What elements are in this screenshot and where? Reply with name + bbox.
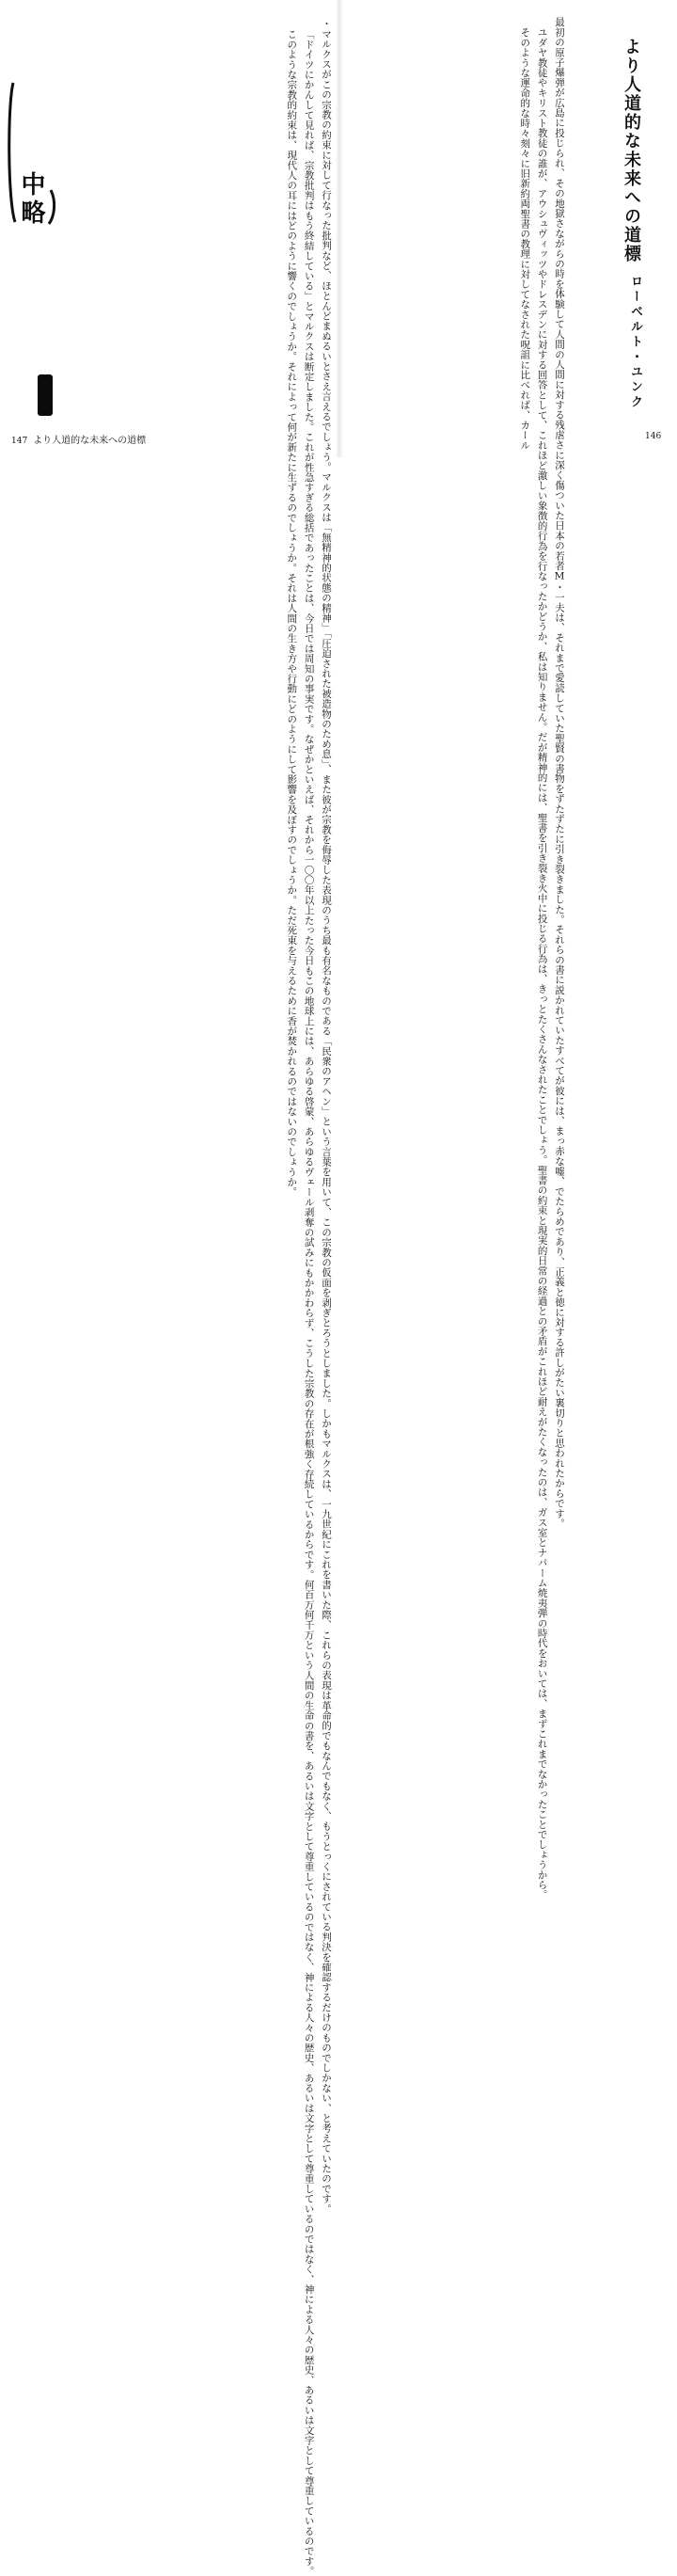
right-page-body — [387, 17, 568, 1900]
right-paragraph-1: 最初の原子爆弾が広島に投じられ、その地獄さながらの時を体験して人間の人間に対する残虐さに深く傷ついた日本の若者M・一夫は、それまで愛読していた聖賢の書物をずたずたに引き裂きました。それらの書に説かれていたすべてが彼には、まっ赤な嘘、でたらめであり、正義と徳に対する許しがたい裏切りと思われたからです。 — [554, 17, 565, 1529]
author-name: ローベルト・ユンク — [628, 275, 642, 410]
chapter-title: より人道的な未来への道標 — [622, 38, 641, 263]
left-paragraph-2: 「ドイツにかんして見れば、宗教批判はもう終結している」とマルクスは断定しました。これが性急すぎる総括であったことは、今日では周知の事実です。なぜかといえば、それから一〇〇年以上たった今日もこの地球上には、あらゆる啓蒙、あらゆるヴェール剥奪の試みにもかかわらず、こうした宗教の存在が根強く存続しているからです。何百万何千万という人間の生命の書を、あるいは文字として尊重しているのではなく、神による人々の歴史、あるいは文字として尊重しているのではなく、神による人々の歴史、あるいは文字として尊重しているのです。 — [303, 28, 315, 2576]
handwritten-note: 中略 — [17, 171, 45, 228]
left-paragraph-3: このような宗教的約束は、現代人の耳にはどのように響くのでしょうか。それによって何が新たに生ずるのでしょうか。それは人間の生き方や行動にどのようにして影響を及ぼすのでしょうか。ただ死東を与えるために香が焚かれるのではないのでしょうか。 — [286, 28, 298, 1197]
left-running-title: より人道的な未来への道標 — [33, 436, 147, 446]
right-paragraph-2: ユダヤ教徒やキリスト教徒の誰が、アウシュヴィッツやドレスデンに対する回答として、これほど激しい象徴的行為を行なったかどうか、私は知りません。だが精神的には、聖書を引き裂き火中に投じる行為は、きっとたくさんなされたことでしょう。聖書の約束と現実的日常の経過との矛盾がこれほど耐えがたくなったのは、ガス室とナパーム焼夷弾の時代をおいては、まずこれまでなかったことでしょうから。 — [536, 26, 548, 1900]
left-page-footer — [11, 432, 146, 446]
page-gutter — [336, 0, 343, 457]
handwritten-annotation — [4, 77, 60, 228]
left-paragraph-1: ・マルクスがこの宗教の約束に対して行なった批判など、ほとんどまぬるいとさえ言えるでしょう。マルクスは「無精神的状態の精神」「圧迫された被造物のため息」、また彼が宗教を侮辱した表現のうち最も有名なものである「民衆のアヘン」という言葉を用いて、この宗教の仮面を剥ぎとろうとしました。しかもマルクスは、一九世紀にこれを書いた際、これらの表現は革命的でもなんでもなく、もうとっくにされている判決を確認するだけのものでしかない、と考えていたのです。 — [321, 19, 332, 2214]
right-page-number: 146 — [645, 432, 662, 441]
left-page-number: 147 — [11, 437, 28, 446]
redaction-mark — [38, 374, 53, 416]
right-paragraph-3: そのような運命的な時々刻々に旧新約両聖書の教理に対してなされた呪詛に比べれば、カール — [519, 26, 531, 450]
